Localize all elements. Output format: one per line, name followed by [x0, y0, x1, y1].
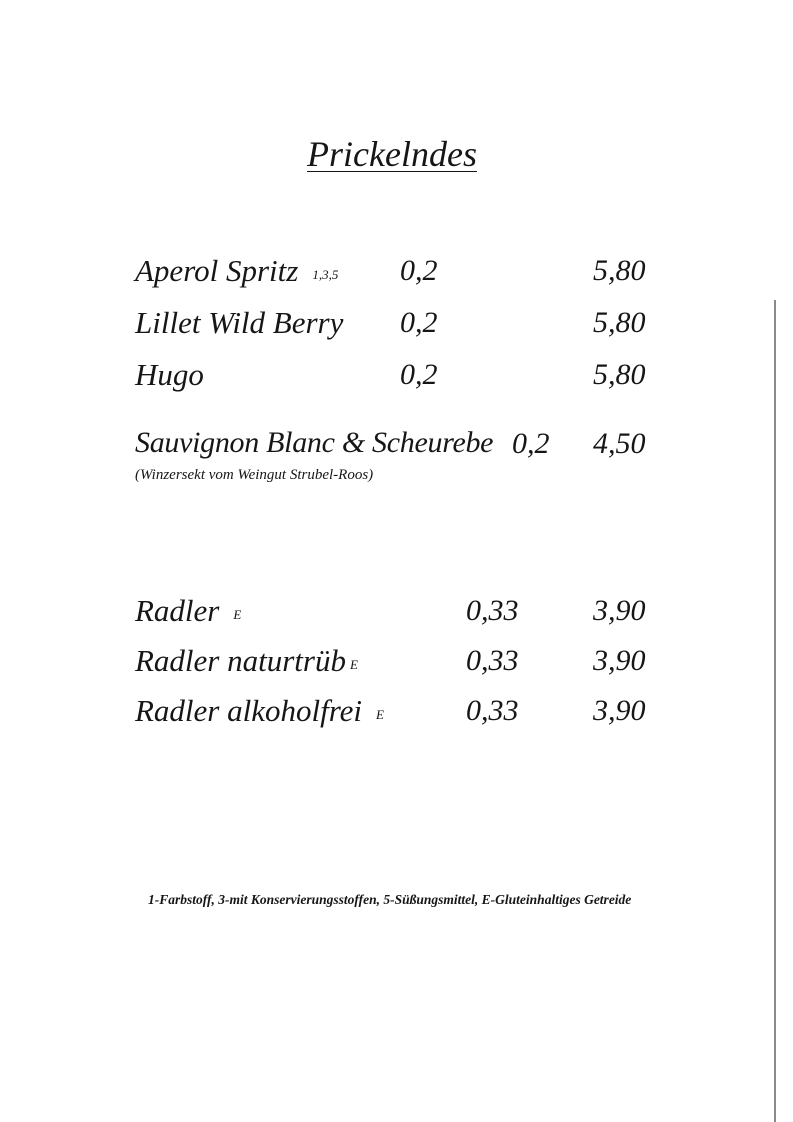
menu-item-name: Sauvignon Blanc & Scheurebe — [135, 426, 494, 459]
menu-item-name: Lillet Wild Berry — [135, 305, 344, 340]
allergen-codes: E — [233, 607, 242, 622]
menu-item-volume: 0,2 — [400, 306, 438, 339]
allergen-codes: E — [376, 707, 384, 722]
menu-item-price: 4,50 — [593, 427, 646, 460]
menu-item-volume: 0,33 — [466, 594, 519, 627]
menu-item-volume: 0,2 — [512, 427, 550, 460]
menu-item-price: 5,80 — [593, 358, 646, 391]
menu-item-price: 3,90 — [593, 644, 646, 677]
menu-item-volume: 0,33 — [466, 644, 519, 677]
menu-item-price: 5,80 — [593, 306, 646, 339]
menu-item-note: (Winzersekt vom Weingut Strubel-Roos) — [135, 467, 374, 483]
menu-item-price: 3,90 — [593, 694, 646, 727]
menu-item-name: Radler E — [135, 593, 242, 628]
menu-item-name: Aperol Spritz 1,3,5 — [135, 253, 339, 288]
menu-item-volume: 0,2 — [400, 254, 438, 287]
scan-edge — [774, 300, 776, 1122]
allergen-footnote: 1-Farbstoff, 3-mit Konservierungsstoffen, 5-Süßungsmittel, E-Gluteinhaltiges Getreide — [148, 892, 632, 907]
menu-item-volume: 0,2 — [400, 358, 438, 391]
page-title: Prickelndes — [307, 134, 477, 174]
allergen-codes: 1,3,5 — [312, 267, 339, 282]
menu-item-name: Radler naturtrüb E — [135, 643, 358, 678]
menu-item-name: Hugo — [135, 357, 204, 392]
menu-item-volume: 0,33 — [466, 694, 519, 727]
menu-item-price: 3,90 — [593, 594, 646, 627]
allergen-codes: E — [349, 657, 358, 672]
menu-item-name: Radler alkoholfrei E — [135, 693, 384, 728]
menu-item-price: 5,80 — [593, 254, 646, 287]
